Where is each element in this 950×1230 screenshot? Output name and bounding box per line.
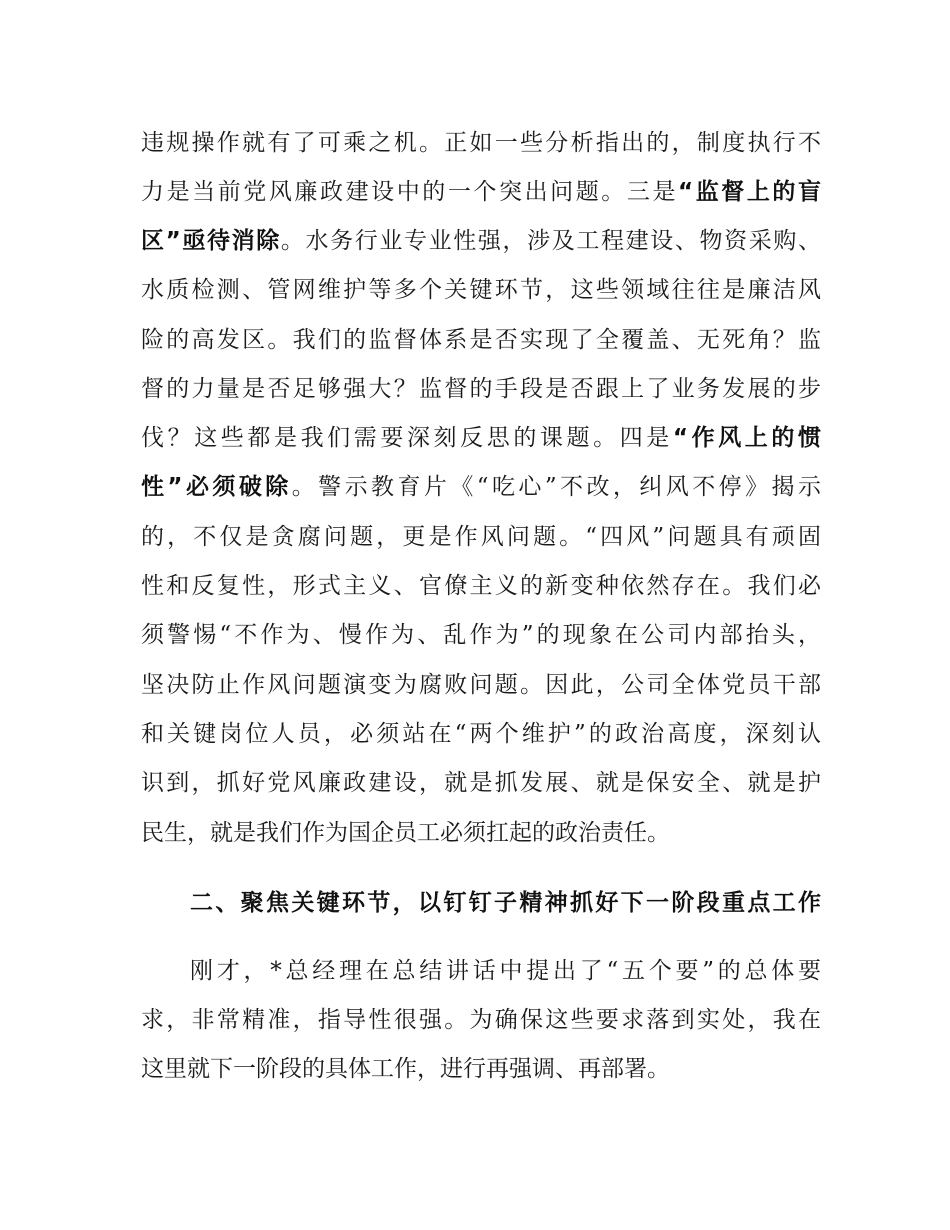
line-text: 。警示教育片《“吃心”不改，纠风不停》揭示 [291,474,821,500]
paragraph-line: 识到，抓好党风廉政建设，就是抓发展、就是保安全、就是护 [141,770,821,796]
paragraph-line: 的，不仅是贪腐问题，更是作风问题。“四风”问题具有顽固 [141,524,821,550]
paragraph-line: 和关键岗位人员，必须站在“两个维护”的政治高度，深刻认 [141,721,821,747]
line-text: 力是当前党风廉政建设中的一个突出问题。三是 [141,179,679,205]
paragraph-line: 违规操作就有了可乘之机。正如一些分析指出的，制度执行不 [141,130,821,156]
paragraph-line: 民生，就是我们作为国企员工必须扛起的政治责任。 [141,820,670,846]
section-heading: 二、聚焦关键环节，以钉钉子精神抓好下一阶段重点工作 [190,890,821,916]
line-text: 伐？这些都是我们需要深刻反思的课题。四是 [141,425,673,451]
paragraph-line: 须警惕“不作为、慢作为、乱作为”的现象在公司内部抬头， [141,622,821,648]
paragraph-line [141,221,821,261]
paragraph-line: 刚才，*总经理在总结讲话中提出了“五个要”的总体要 [190,958,821,984]
bold-emphasis: “监督上的盲 [678,179,821,205]
bold-emphasis: “作风上的惯 [672,425,821,451]
paragraph-line [141,172,821,212]
paragraph-line: 性和反复性，形式主义、官僚主义的新变种依然存在。我们必 [141,573,821,599]
paragraph-line: 水质检测、管网维护等多个关键环节，这些领域往往是廉洁风 [141,277,821,303]
paragraph-line [141,467,821,507]
paragraph-line: 坚决防止作风问题演变为腐败问题。因此，公司全体党员干部 [141,672,821,698]
paragraph-line: 求，非常精准，指导性很强。为确保这些要求落到实处，我在 [141,1007,821,1033]
bold-emphasis: 性”必须破除 [141,474,292,500]
line-text: 。水务行业专业性强，涉及工程建设、物资采购、 [280,228,821,254]
paragraph-line: 险的高发区。我们的监督体系是否实现了全覆盖、无死角？监 [141,327,821,353]
paragraph-line: 督的力量是否足够强大？监督的手段是否跟上了业务发展的步 [141,376,821,402]
bold-emphasis: 区”亟待消除 [141,228,281,254]
paragraph-line: 这里就下一阶段的具体工作，进行再强调、再部署。 [141,1056,670,1082]
paragraph-line [141,418,821,458]
